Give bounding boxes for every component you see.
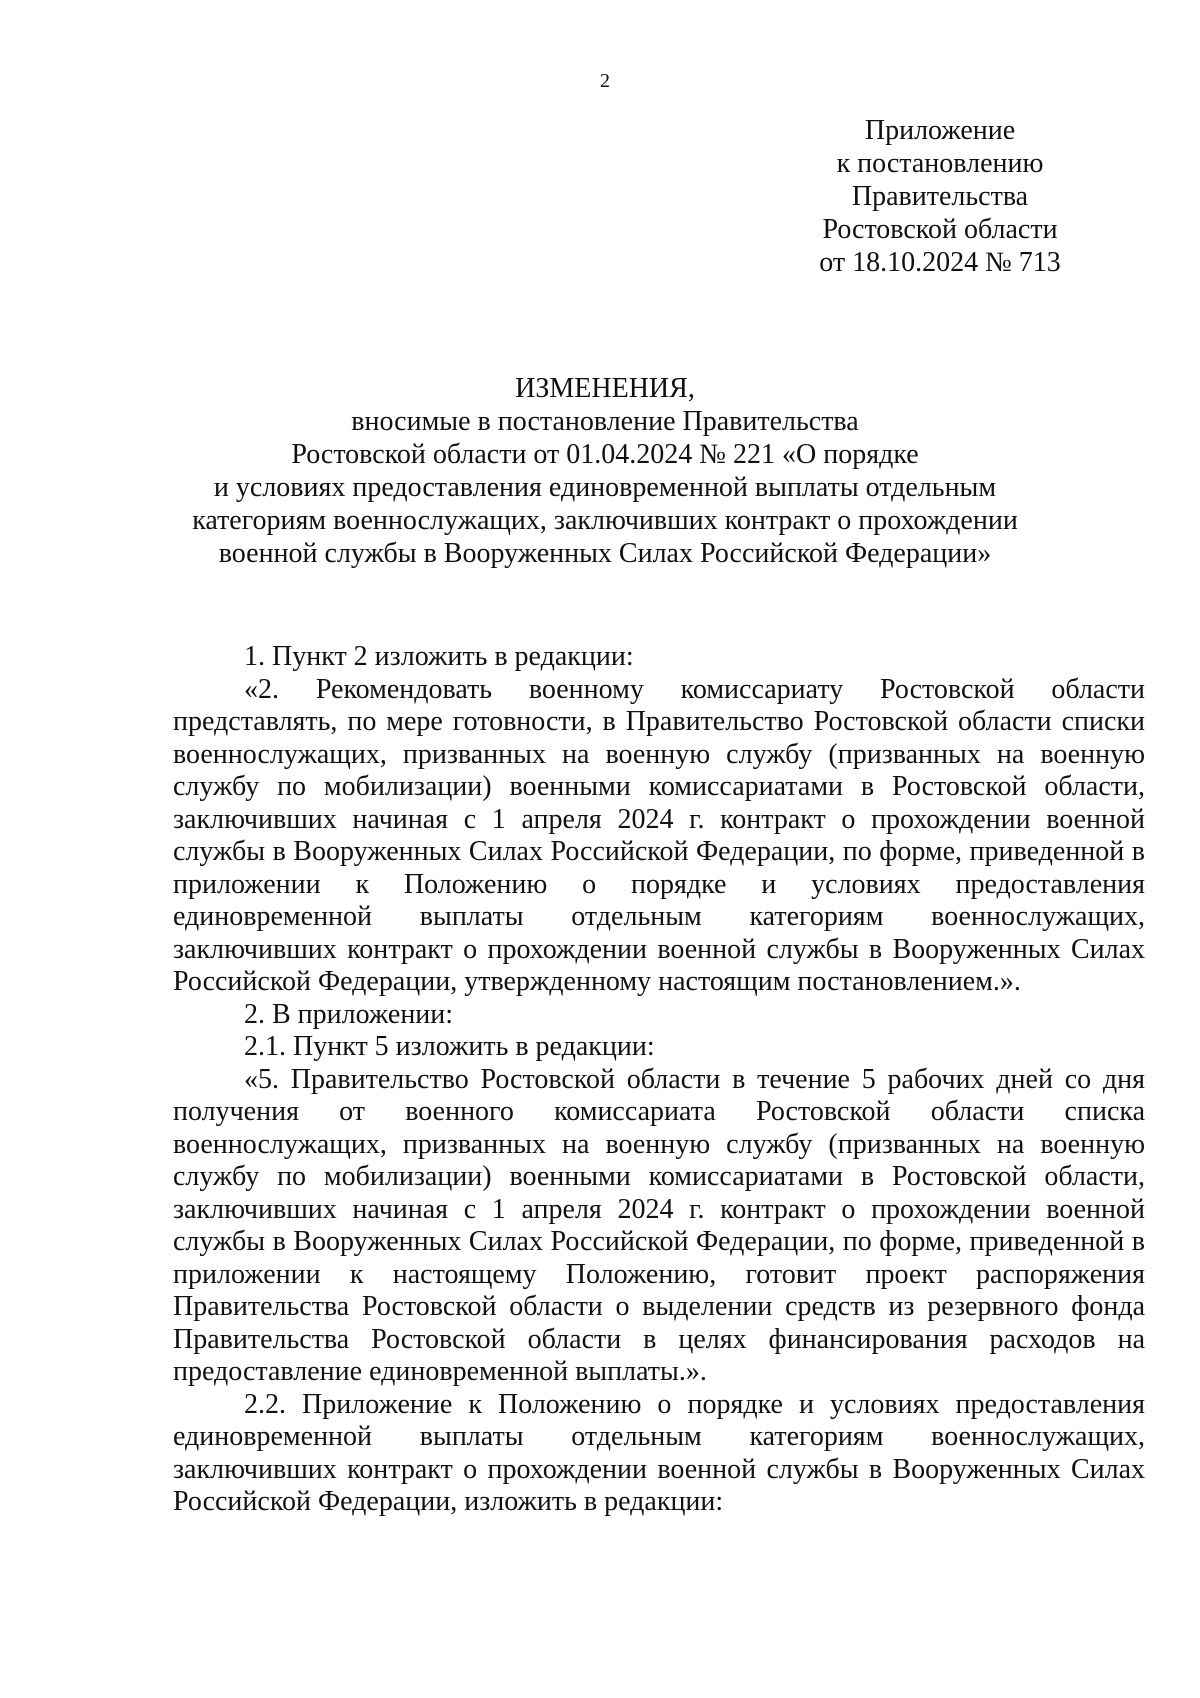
appendix-line: Правительства xyxy=(851,181,1029,212)
heading-subtitle-line: и условиях предоставления единовременной выплаты отдельным xyxy=(213,472,997,503)
appendix-line: от 18.10.2024 № 713 xyxy=(819,247,1061,278)
heading-title: ИЗМЕНЕНИЯ, xyxy=(515,373,695,404)
document-body xyxy=(173,641,1145,1519)
heading-subtitle-line: вносимые в постановление Правительства xyxy=(351,406,859,437)
appendix-line: к постановлению xyxy=(836,148,1044,179)
appendix-line: Ростовской области xyxy=(822,214,1058,245)
paragraph-item-2-1: 2.1. Пункт 5 изложить в редакции: xyxy=(244,1031,655,1062)
heading-subtitle-line: Ростовской области от 01.04.2024 № 221 «О порядке xyxy=(291,439,919,470)
appendix-line: Приложение xyxy=(864,115,1016,146)
paragraph-item-1: 1. Пункт 2 изложить в редакции: xyxy=(244,641,634,672)
paragraph-quoted-item-5: «5. Правительство Ростовской области в течение 5 рабочих дней со дня получения от военного комиссариата Ростовской области списка военнослужащих, призванных на военную службу (призванных на военную службу по мобилизации) военными комиссариатами в Ростовской области, заключивших начиная с 1 апреля 2024 г. контракт о прохождении военной службы в Вооруженных Силах Российской Федерации, по форме, приведенной в приложении к настоящему Положению, готовит проект распоряжения Правительства Ростовской области о выделении средств из резервного фонда Правительства Ростовской области в целях финансирования расходов на предоставление единовременной выплаты.». xyxy=(173,1063,1145,1387)
paragraph-item-2-2: 2.2. Приложение к Положению о порядке и условиях предоставления единовременной выплаты отдельным категориям военнослужащих, заключивших контракт о прохождении военной службы в Вооруженных Силах Российской Федерации, изложить в редакции: xyxy=(173,1388,1145,1517)
heading-subtitle-line: категориям военнослужащих, заключивших контракт о прохождении xyxy=(192,505,1018,536)
paragraph-item-2: 2. В приложении: xyxy=(244,998,454,1030)
page-number: 2 xyxy=(600,70,610,92)
heading-subtitle-line: военной службы в Вооруженных Силах Российской Федерации» xyxy=(218,538,992,569)
paragraph-quoted-item-2: «2. Рекомендовать военному комиссариату Ростовской области представлять, по мере готовности, в Правительство Ростовской области списки военнослужащих, призванных на военную службу (призванных на военную службу по мобилизации) военными комиссариатами в Ростовской области, заключивших начиная с 1 апреля 2024 г. контракт о прохождении военной службы в Вооруженных Силах Российской Федерации, по форме, приведенной в приложении к Положению о порядке и условиях предоставления единовременной выплаты отдельным категориям военнослужащих, заключивших контракт о прохождении военной службы в Вооруженных Силах Российской Федерации, утвержденному настоящим постановлением.». xyxy=(173,673,1145,997)
document-heading xyxy=(0,372,1200,570)
appendix-block xyxy=(790,114,1090,279)
